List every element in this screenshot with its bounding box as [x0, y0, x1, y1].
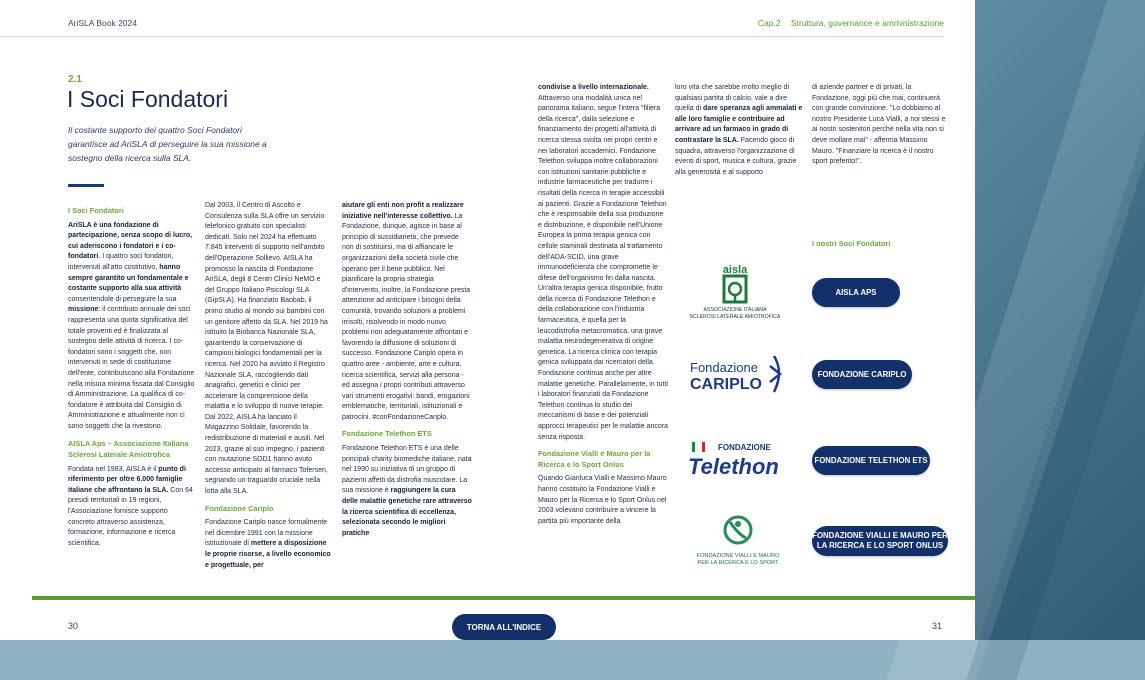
- text: Fondata nel 1983, AISLA è il: [68, 465, 159, 473]
- paragraph: Dal 2003, il Centro di Ascolto e Consulenza sulla SLA offre un servizio telefonico gratuito con specialisti dedicati. Solo nel 2024 ha effettuato 7.845 interventi di supporto nell'ambito dell'Operazione Sollievo. AISLA ha promosso la nascita di Fondazione AriSLA, degli 8 Centri Clinici NeMO e del Gruppo Italiano Psicologi SLA (GipSLA). Ha finanziato Baobab, il primo studio al mondo sui bambini con un genitore affetto da SLA. Nel 2019 ha istituito la Biobanca Nazionale SLA, garantendo la conservazione di campioni biologici fondamentali per la ricerca. Nel 2020 ha avviato il Registro Nazionale SLA, raccogliendo dati anagrafici, genetici e clinici per accelerare la comprensione della malattia e lo sviluppo di nuove terapie. Dal 2022, AISLA ha lanciato il Magazzino Solidale, favorendo la redistribuzione di materiali e ausili. Nel 2023, grazie al suo impegno, i pazienti con mutazione SOD1 hanno avuto accesso anticipato al farmaco Tofersen, segnando un traguardo cruciale nella lotta alla SLA.: [205, 202, 328, 496]
- vialli-logo-line1: FONDAZIONE VIALLI E MAURO: [696, 553, 780, 559]
- text: . I quattro soci fondatori, intervenuti all'atto costitutivo,: [68, 253, 174, 271]
- paragraph: [675, 83, 803, 178]
- paragraph: [342, 444, 472, 539]
- subheading: I Soci Fondatori: [68, 206, 124, 215]
- aisla-logo-sub1: ASSOCIAZIONE ITALIANA: [703, 307, 767, 313]
- text-column-5: [675, 83, 803, 181]
- button-line: LA RICERCA E LO SPORT ONLUS: [816, 541, 944, 550]
- text-column-4: [538, 83, 668, 530]
- cariplo-logo-graphic: [688, 352, 788, 396]
- chapter-number: Cap.2: [757, 18, 781, 28]
- fondazione-vialli-mauro-button[interactable]: [812, 526, 948, 556]
- back-to-index-button[interactable]: TORNA ALL'INDICE: [452, 614, 556, 640]
- paragraph: Quando Gianluca Vialli e Massimo Mauro hanno costituito la Fondazione Vialli e Mauro per la Ricerca e lo Sport Onlus nel 2003 volevano contribuire a vincere la partita più importante della: [538, 475, 667, 525]
- fondazione-telethon-button[interactable]: FONDAZIONE TELETHON ETS: [812, 446, 930, 475]
- text-column-1: [68, 204, 195, 552]
- subheading: Fondazione Vialli e Mauro per la Ricerca e lo Sport Onlus: [538, 449, 651, 469]
- header-divider: [0, 36, 944, 37]
- aisla-logo-wordmark: aisla: [722, 264, 748, 276]
- subheading: Fondazione Cariplo: [205, 503, 274, 513]
- paragraph: [68, 221, 195, 433]
- text: Fondazione Cariplo nasce formalmente nel dicembre 1991 con la missione istituzionale di: [205, 519, 328, 548]
- bold-text: hanno sempre garantito un fondamentale e costante supporto alla sua attività: [68, 263, 189, 293]
- bold-text: mettere a disposizione le proprie risorse, a livello economico e progettuale, per: [205, 540, 331, 569]
- text: Facendo gioco di squadra, attraverso l'organizzazione di eventi di sport, musica e cultura, grazie alla generosità e al supporto: [675, 136, 797, 176]
- telethon-logo-graphic: [686, 438, 786, 482]
- bold-text: punto di riferimento per oltre 6.000 famiglie italiane che affrontano la SLA.: [68, 465, 186, 494]
- bold-text: AriSLA è una fondazione di partecipazione, senza scopo di lucro, cui aderiscono i fondatori e i co-fondatori: [68, 221, 193, 261]
- book-title: AriSLA Book 2024: [68, 18, 137, 28]
- paragraph: [538, 83, 668, 443]
- subheading: Fondazione Telethon ETS: [342, 429, 432, 439]
- cariplo-logo-line1: Fondazione: [690, 360, 758, 375]
- bold-text: missione: [68, 306, 99, 314]
- bold-text: dare speranza agli ammalati e alle loro famiglie e contribuire ad arrivare ad un farmaco in grado di contrastare la SLA.: [675, 105, 803, 144]
- page-number-right: 31: [932, 621, 943, 631]
- aisla-aps-button[interactable]: AISLA APS: [812, 278, 900, 307]
- text: Con 64 presidi territoriali in 19 regioni, l'Associazione fornisce supporto concreto attraverso assistenza, formazione, informazione e ricerca scientifica.: [68, 486, 193, 547]
- page-title: I Soci Fondatori: [67, 86, 229, 112]
- section-number: 2.1: [68, 74, 82, 85]
- page-number-left: 30: [68, 621, 79, 631]
- text: loro vita che sarebbe molto meglio di qualsiasi partita di calcio, vale a dire quella di: [675, 84, 790, 113]
- paragraph: [342, 201, 472, 423]
- text: Fondazione Telethon ETS è una delle principali charity biomediche italiane, nata nel 1990 su iniziativa di un gruppo di pazienti affetti da distrofia muscolare. La sua missione è: [342, 445, 472, 495]
- text: Attraverso una modalità unica nel panorama italiano, segue l'intera "filiera della ricerca", dalla selezione e finanziamento dei progetti all'attività di ricerca stessa svolta nei propri centri e nei laboratori accademici. Fondazione Telethon sviluppa inoltre collaborazioni con istituzioni sanitarie pubbliche e industrie farmaceutiche per tradurre i risultati della ricerca in terapie accessibili ai pazienti. Grazie a Fondazione Telethon che è responsabile della sua produzione e distribuzione, è disponibile nell'Unione Europea la prima terapia genica con cellule staminali destinata al trattamento dell'ADA-SCID, una grave immunodeficienza che compromette le difese dell'organismo fin dalla nascita. Un'altra terapia genica disponibile, frutto della ricerca di Fondazione Telethon e della collaborazione con l'industria farmaceutica, è quella per la leucodistrofia metacromatica, una grave malattia neurodegenerativa di origine genetica. La ricerca clinica con terapia genica sviluppata dai ricercatori della Fondazione continua anche per altre malattie genetiche. Parallelamente, in tutti i laboratori finanziati da Fondazione Telethon continua lo studio dei meccanismi di base e dei potenziali approcci terapeutici per le malattie ancora senza risposta.: [538, 94, 668, 441]
- cariplo-logo-line2: CARIPLO: [690, 376, 762, 393]
- paragraph: di aziende partner e di privati, la Fondazione, oggi più che mai, continuerà con grande convinzione. "Lo dobbiamo al nostro Presidente Luca Vialli, a noi stessi e ai nostri sostenitori perché nella vita non si deve mollare mai" - afferma Massimo Mauro. "Finanziare la ricerca è il nostro sport preferito!".: [812, 84, 946, 166]
- vialli-mauro-logo-graphic: [686, 512, 790, 570]
- telethon-logo: [686, 438, 786, 482]
- fondazione-cariplo-button[interactable]: FONDAZIONE CARIPLO: [812, 360, 912, 389]
- chapter-title: Struttura, governance e amministrazione: [790, 18, 944, 28]
- footer-divider: [32, 596, 975, 600]
- bold-text: condivise a livello internazionale.: [538, 84, 649, 91]
- partners-heading: I nostri Soci Fondatori: [812, 239, 891, 248]
- button-line: FONDAZIONE VIALLI E MAURO PER: [812, 531, 948, 540]
- text-column-2: [205, 201, 331, 574]
- accent-bar: [68, 184, 104, 187]
- telethon-logo-line1: FONDAZIONE: [718, 443, 771, 452]
- paragraph: [68, 465, 195, 550]
- aisla-logo-sub2: SCLEROSI LATERALE AMIOTROFICA: [690, 314, 780, 320]
- text: La Fondazione, dunque, agisce in base al principio di sussidiarietà, che prevede non di sostituirsi, ma di affiancare le organizzazioni della società civile che operano per il bene pubblico. Nel pianificare la propria strategia d'intervento, inoltre, la Fondazione presta attenzione ad anticipare i bisogni della comunità, trovando soluzioni a problemi irrisolti, risolvendo in modo nuovo problemi non adeguatamente affrontati e favorendo la diffusione di soluzioni di successo. Fondazione Cariplo opera in quattro aree - ambiente, arte e cultura, ricerca scientifica, servizi alla persona - ed assegna i propri contributi attraverso vari strumenti erogativi: bandi, erogazioni emblematiche, territoriali, istituzionali e patrocini. #conFondazioneCariplo.: [342, 212, 471, 421]
- paragraph: [205, 518, 331, 571]
- subheading: AISLA Aps – Associazione Italiana Sclerosi Laterale Amiotrofica: [68, 439, 189, 460]
- text: consentendole di perseguire la sua: [68, 295, 177, 303]
- text-column-3: [342, 201, 472, 542]
- vialli-mauro-logo: [686, 512, 790, 570]
- bold-text: raggiungere la cura delle malattie genetiche rare attraverso la ricerca scientifica di eccellenza, selezionata secondo le migliori pratiche: [342, 487, 472, 537]
- aisla-logo-graphic: [690, 262, 780, 324]
- vialli-logo-line2: PER LA RICERCA E LO SPORT: [697, 560, 779, 566]
- cariplo-logo: [688, 352, 788, 396]
- aisla-logo: [690, 262, 780, 324]
- bold-text: aiutare gli enti non profit a realizzare iniziative nell'interesse collettivo.: [342, 202, 464, 220]
- chapter-header: [758, 18, 944, 28]
- section-intro: Il costante supporto dei quattro Soci Fondatori garantisce ad AriSLA di perseguire la sua missione a sostegno della ricerca sulla SLA.: [68, 125, 267, 163]
- text: : il contributo annuale dei soci rappresenta una quota significativa del totale proventi ed è finalizzata al sostegno delle attività di ricerca. I co-fondatori sono i soggetti che, non intervenuti in sede di costituzione dell'ente, contribuiscono alla Fondazione nella misura minima fissata dal Consiglio di Amministrazione. La qualifica di co-fondatore è attribuita dal Consiglio di Amministrazione e attualmente non ci sono soggetti che la rivestono.: [68, 306, 195, 430]
- text-column-6: [812, 83, 948, 171]
- telethon-logo-line2: Telethon: [688, 454, 779, 479]
